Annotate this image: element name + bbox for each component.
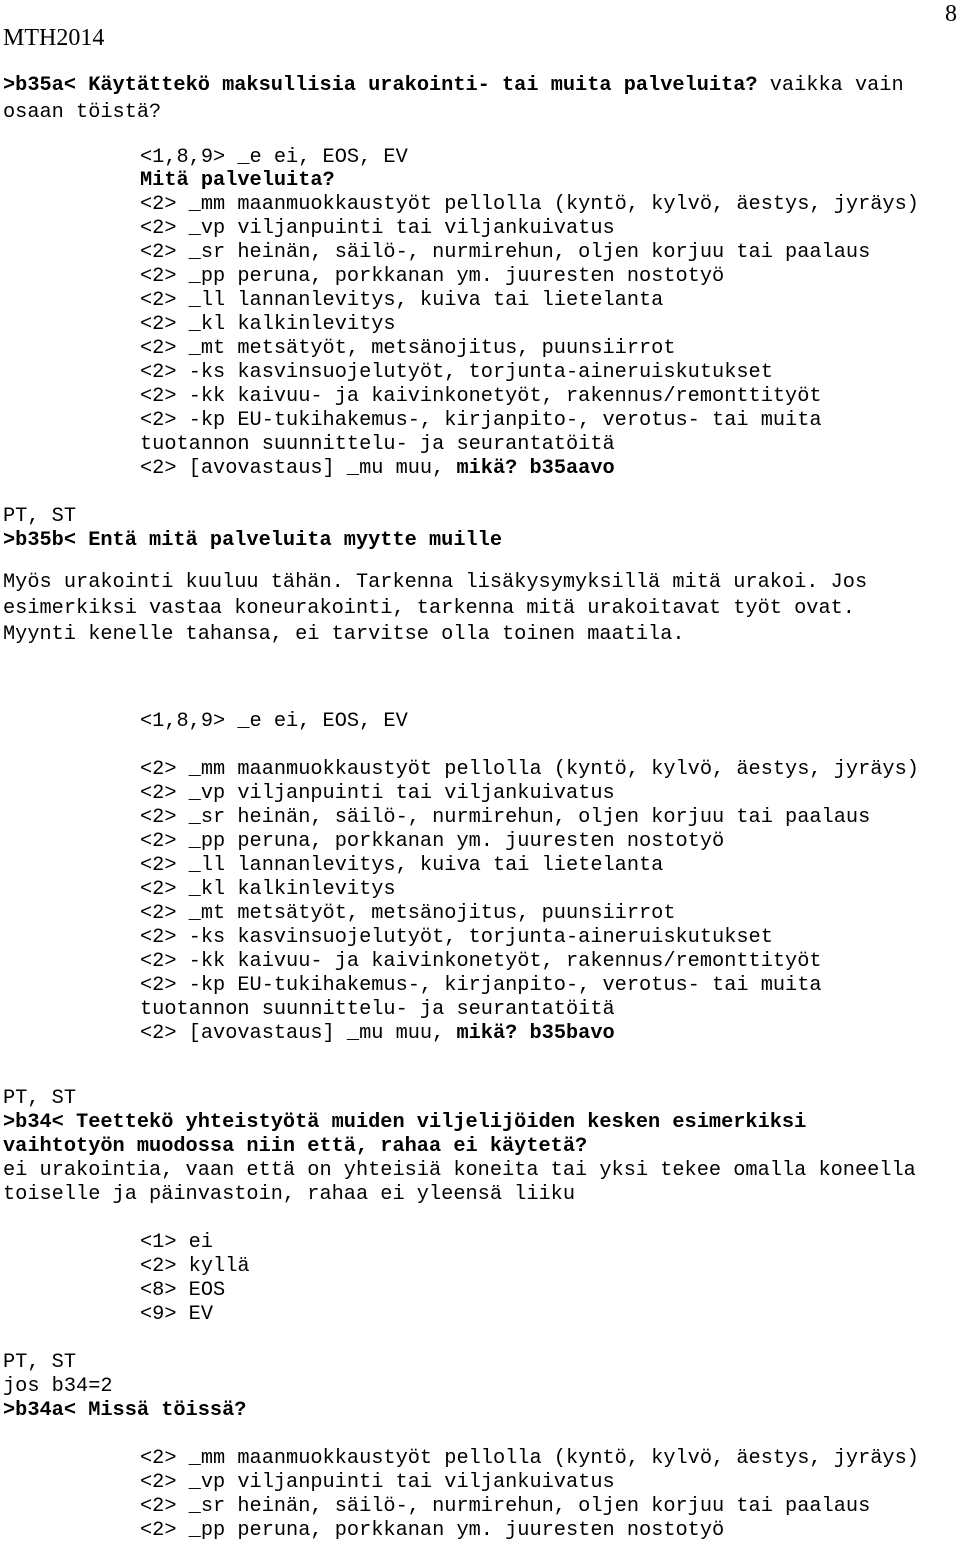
interviewer-code: PT, ST [3, 1087, 77, 1110]
option-item: <2> _mm maanmuokkaustyöt pellolla (kyntö, kylvö, äestys, jyräys) [140, 758, 919, 781]
document-id: MTH2014 [3, 25, 105, 51]
instruction-note: esimerkiksi vastaa koneurakointi, tarkenna mitä urakoitavat työt ovat. [3, 597, 855, 620]
followup-question: Mitä palveluita? [140, 169, 335, 192]
option-item: <2> -ks kasvinsuojelutyöt, torjunta-aineruiskutukset [140, 361, 773, 384]
option-item: <2> _ll lannanlevitys, kuiva tai lietelanta [140, 854, 664, 877]
option-item: <2> _mm maanmuokkaustyöt pellolla (kyntö, kylvö, äestys, jyräys) [140, 1447, 919, 1470]
instruction-note: ei urakointia, vaan että on yhteisiä koneita tai yksi tekee omalla koneella [3, 1159, 916, 1182]
option-other: <2> [avovastaus] _mu muu, mikä? b35aavo [140, 457, 615, 480]
option-item: <2> _kl kalkinlevitys [140, 878, 396, 901]
option-item: <8> EOS [140, 1279, 226, 1302]
question-b34-cont: vaihtotyön muodossa niin että, rahaa ei käytetä? [3, 1135, 588, 1158]
option-item: <1> ei [140, 1231, 214, 1254]
option-item-cont: tuotannon suunnittelu- ja seurantatöitä [140, 998, 615, 1021]
option-item: <2> -kk kaivuu- ja kaivinkonetyöt, rakennus/remonttityöt [140, 385, 822, 408]
option-item: <2> _kl kalkinlevitys [140, 313, 396, 336]
option-no-answer: <1,8,9> _e ei, EOS, EV [140, 710, 408, 733]
option-item: <2> _mm maanmuokkaustyöt pellolla (kyntö, kylvö, äestys, jyräys) [140, 193, 919, 216]
option-item: <2> _sr heinän, säilö-, nurmirehun, oljen korjuu tai paalaus [140, 1495, 871, 1518]
option-item: <2> -kk kaivuu- ja kaivinkonetyöt, rakennus/remonttityöt [140, 950, 822, 973]
instruction-note: toiselle ja päinvastoin, rahaa ei yleensä liiku [3, 1183, 576, 1206]
question-b34a: >b34a< Missä töissä? [3, 1399, 247, 1422]
option-item: <2> _vp viljanpuinti tai viljankuivatus [140, 217, 615, 240]
page-number: 8 [945, 1, 957, 27]
question-b34: >b34< Teettekö yhteistyötä muiden viljelijöiden kesken esimerkiksi [3, 1111, 807, 1134]
option-item: <2> -kp EU-tukihakemus-, kirjanpito-, verotus- tai muita [140, 974, 822, 997]
option-item: <9> EV [140, 1303, 214, 1326]
question-b35b: >b35b< Entä mitä palveluita myytte muille [3, 529, 502, 552]
instruction-note: Myös urakointi kuuluu tähän. Tarkenna lisäkysymyksillä mitä urakoi. Jos [3, 571, 868, 594]
option-no-answer: <1,8,9> _e ei, EOS, EV [140, 146, 408, 169]
question-b35a-text: >b35a< Käytättekö maksullisia urakointi- tai muita palveluita? [3, 74, 758, 97]
option-item: <2> _sr heinän, säilö-, nurmirehun, oljen korjuu tai paalaus [140, 806, 871, 829]
option-other: <2> [avovastaus] _mu muu, mikä? b35bavo [140, 1022, 615, 1045]
interviewer-code: PT, ST [3, 1351, 77, 1374]
condition-note: jos b34=2 [3, 1375, 113, 1398]
option-item: <2> _mt metsätyöt, metsänojitus, puunsiirrot [140, 337, 676, 360]
option-item: <2> _sr heinän, säilö-, nurmirehun, oljen korjuu tai paalaus [140, 241, 871, 264]
option-item: <2> _pp peruna, porkkanan ym. juuresten nostotyö [140, 265, 725, 288]
option-item: <2> _ll lannanlevitys, kuiva tai lietelanta [140, 289, 664, 312]
question-b35a [3, 74, 904, 98]
option-item: <2> _vp viljanpuinti tai viljankuivatus [140, 782, 615, 805]
option-item: <2> _pp peruna, porkkanan ym. juuresten nostotyö [140, 1519, 725, 1542]
option-item-cont: tuotannon suunnittelu- ja seurantatöitä [140, 433, 615, 456]
question-b35a-hint-cont: osaan töistä? [3, 101, 162, 124]
option-item: <2> -ks kasvinsuojelutyöt, torjunta-aineruiskutukset [140, 926, 773, 949]
option-item: <2> _vp viljanpuinti tai viljankuivatus [140, 1471, 615, 1494]
interviewer-code: PT, ST [3, 505, 77, 528]
option-item: <2> -kp EU-tukihakemus-, kirjanpito-, verotus- tai muita [140, 409, 822, 432]
instruction-note: Myynti kenelle tahansa, ei tarvitse olla toinen maatila. [3, 623, 685, 646]
option-item: <2> _mt metsätyöt, metsänojitus, puunsiirrot [140, 902, 676, 925]
option-item: <2> kyllä [140, 1255, 250, 1278]
question-b35a-hint: vaikka vain [769, 74, 904, 97]
option-item: <2> _pp peruna, porkkanan ym. juuresten nostotyö [140, 830, 725, 853]
